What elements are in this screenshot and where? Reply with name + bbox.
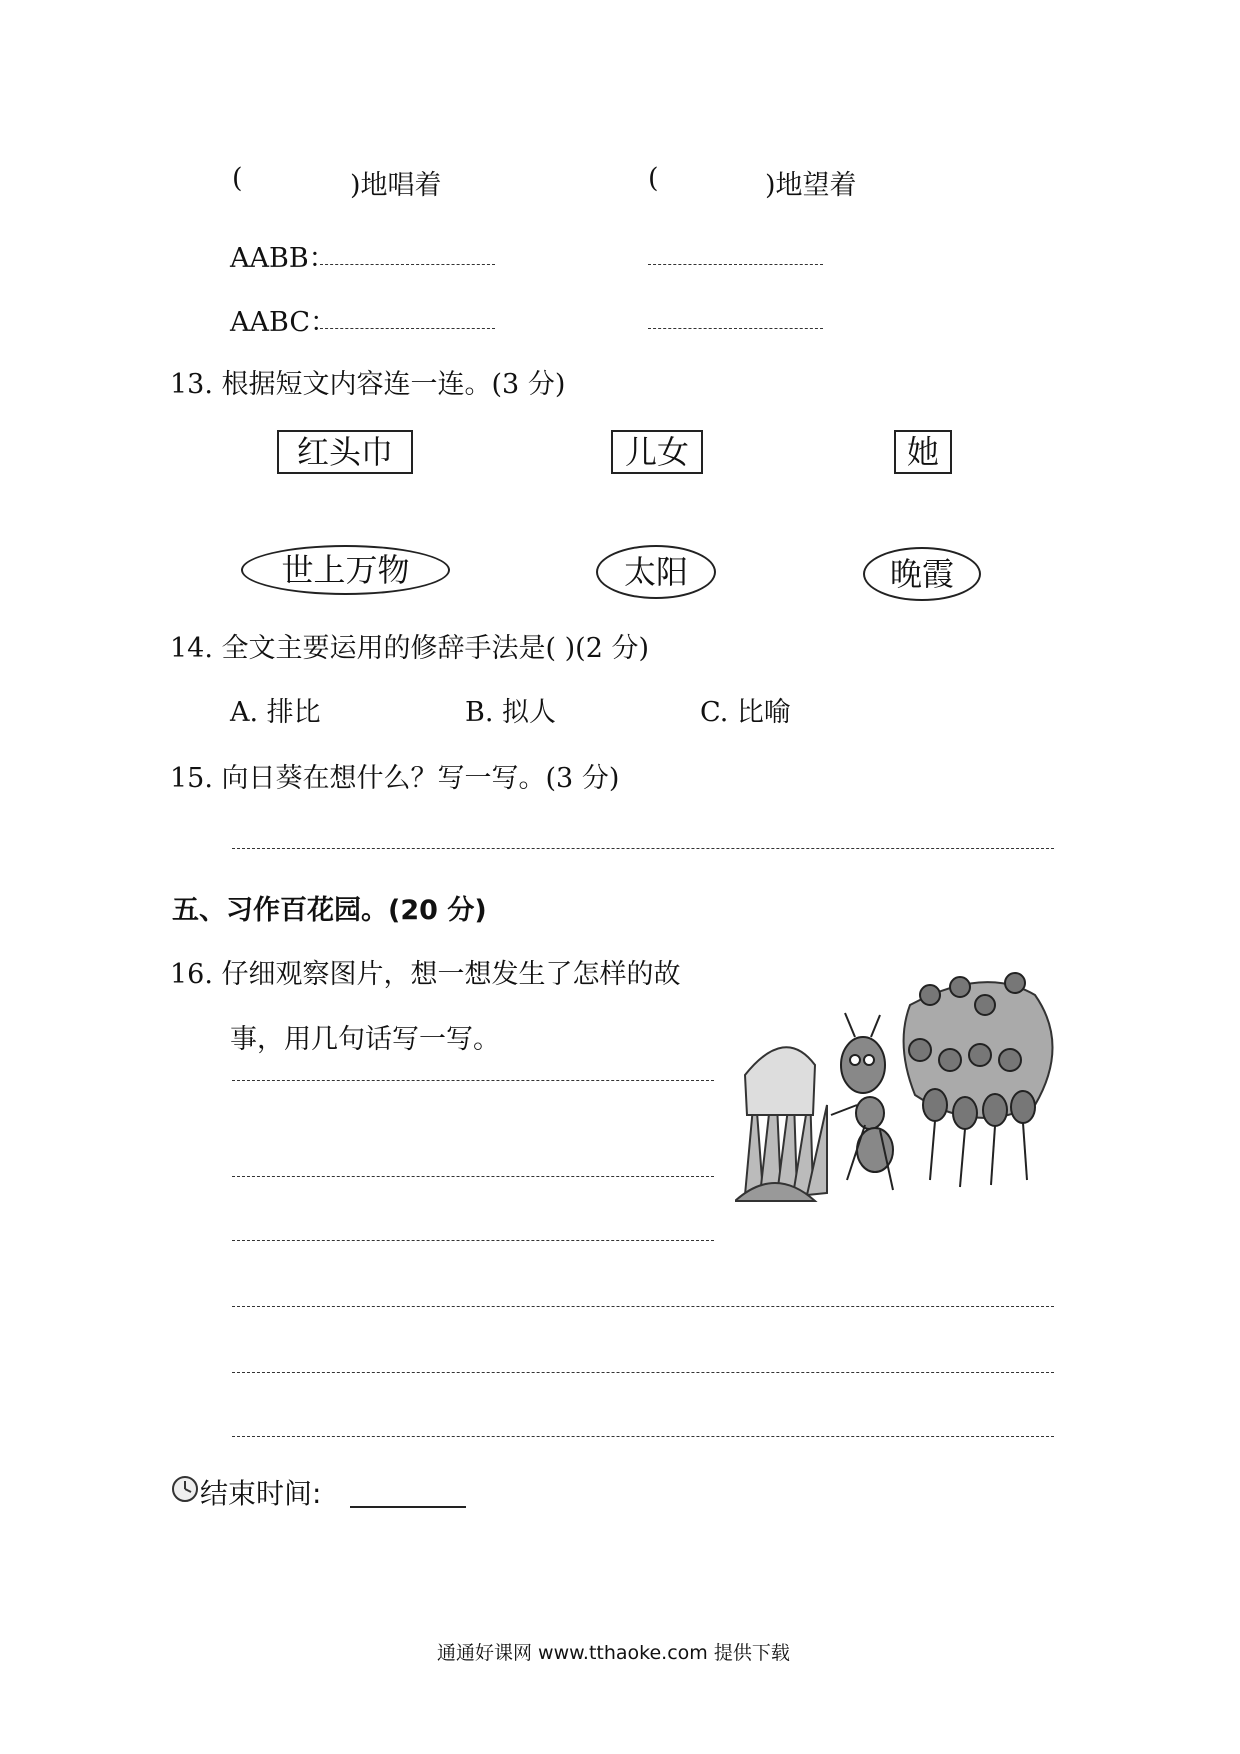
q14-option-c[interactable]: C. 比喻 xyxy=(700,697,791,728)
ants-illustration xyxy=(735,965,1070,1205)
clock-icon xyxy=(170,1474,200,1504)
q16-answer-line-1[interactable] xyxy=(232,1080,714,1081)
q12-left-open-paren: ( xyxy=(232,163,243,194)
q14-prompt: 14. 全文主要运用的修辞手法是( )(2 分) xyxy=(170,633,649,664)
match-oval-sun[interactable]: 太阳 xyxy=(596,545,716,599)
match-oval-all-things[interactable]: 世上万物 xyxy=(241,545,450,595)
q16-answer-line-4[interactable] xyxy=(232,1306,1054,1307)
q15-prompt: 15. 向日葵在想什么？写一写。(3 分) xyxy=(170,763,620,794)
aabb-label: AABB： xyxy=(230,243,336,274)
match-oval-sunset-glow[interactable]: 晚霞 xyxy=(863,547,981,601)
q16-answer-line-2[interactable] xyxy=(232,1176,714,1177)
q15-answer-line[interactable] xyxy=(232,848,1054,849)
aabc-blank-2[interactable] xyxy=(648,328,823,329)
end-time-blank[interactable] xyxy=(350,1506,466,1508)
footer-text: 通通好课网 www.tthaoke.com 提供下载 xyxy=(437,1642,790,1664)
q16-answer-line-5[interactable] xyxy=(232,1372,1054,1373)
match-box-she[interactable]: 她 xyxy=(894,430,952,474)
q16-answer-line-3[interactable] xyxy=(232,1240,714,1241)
q12-left-phrase: )地唱着 xyxy=(350,170,442,201)
q12-right-phrase: )地望着 xyxy=(765,170,857,201)
end-time-label: 结束时间: xyxy=(200,1477,322,1510)
aabb-blank-1[interactable] xyxy=(320,264,495,265)
q16-answer-line-6[interactable] xyxy=(232,1436,1054,1437)
q12-right-open-paren: ( xyxy=(648,163,659,194)
aabb-blank-2[interactable] xyxy=(648,264,823,265)
q16-prompt-line2: 事，用几句话写一写。 xyxy=(230,1024,500,1055)
q16-prompt-line1: 16. 仔细观察图片，想一想发生了怎样的故 xyxy=(170,959,681,990)
match-box-red-scarf[interactable]: 红头巾 xyxy=(277,430,413,474)
aabc-blank-1[interactable] xyxy=(320,328,495,329)
q14-option-b[interactable]: B. 拟人 xyxy=(465,697,557,728)
match-box-children[interactable]: 儿女 xyxy=(611,430,703,474)
q14-option-a[interactable]: A. 排比 xyxy=(230,697,321,728)
aabc-label: AABC： xyxy=(230,307,337,338)
q13-prompt: 13. 根据短文内容连一连。(3 分) xyxy=(170,369,566,400)
section5-heading: 五、习作百花园。(20 分) xyxy=(172,895,487,926)
